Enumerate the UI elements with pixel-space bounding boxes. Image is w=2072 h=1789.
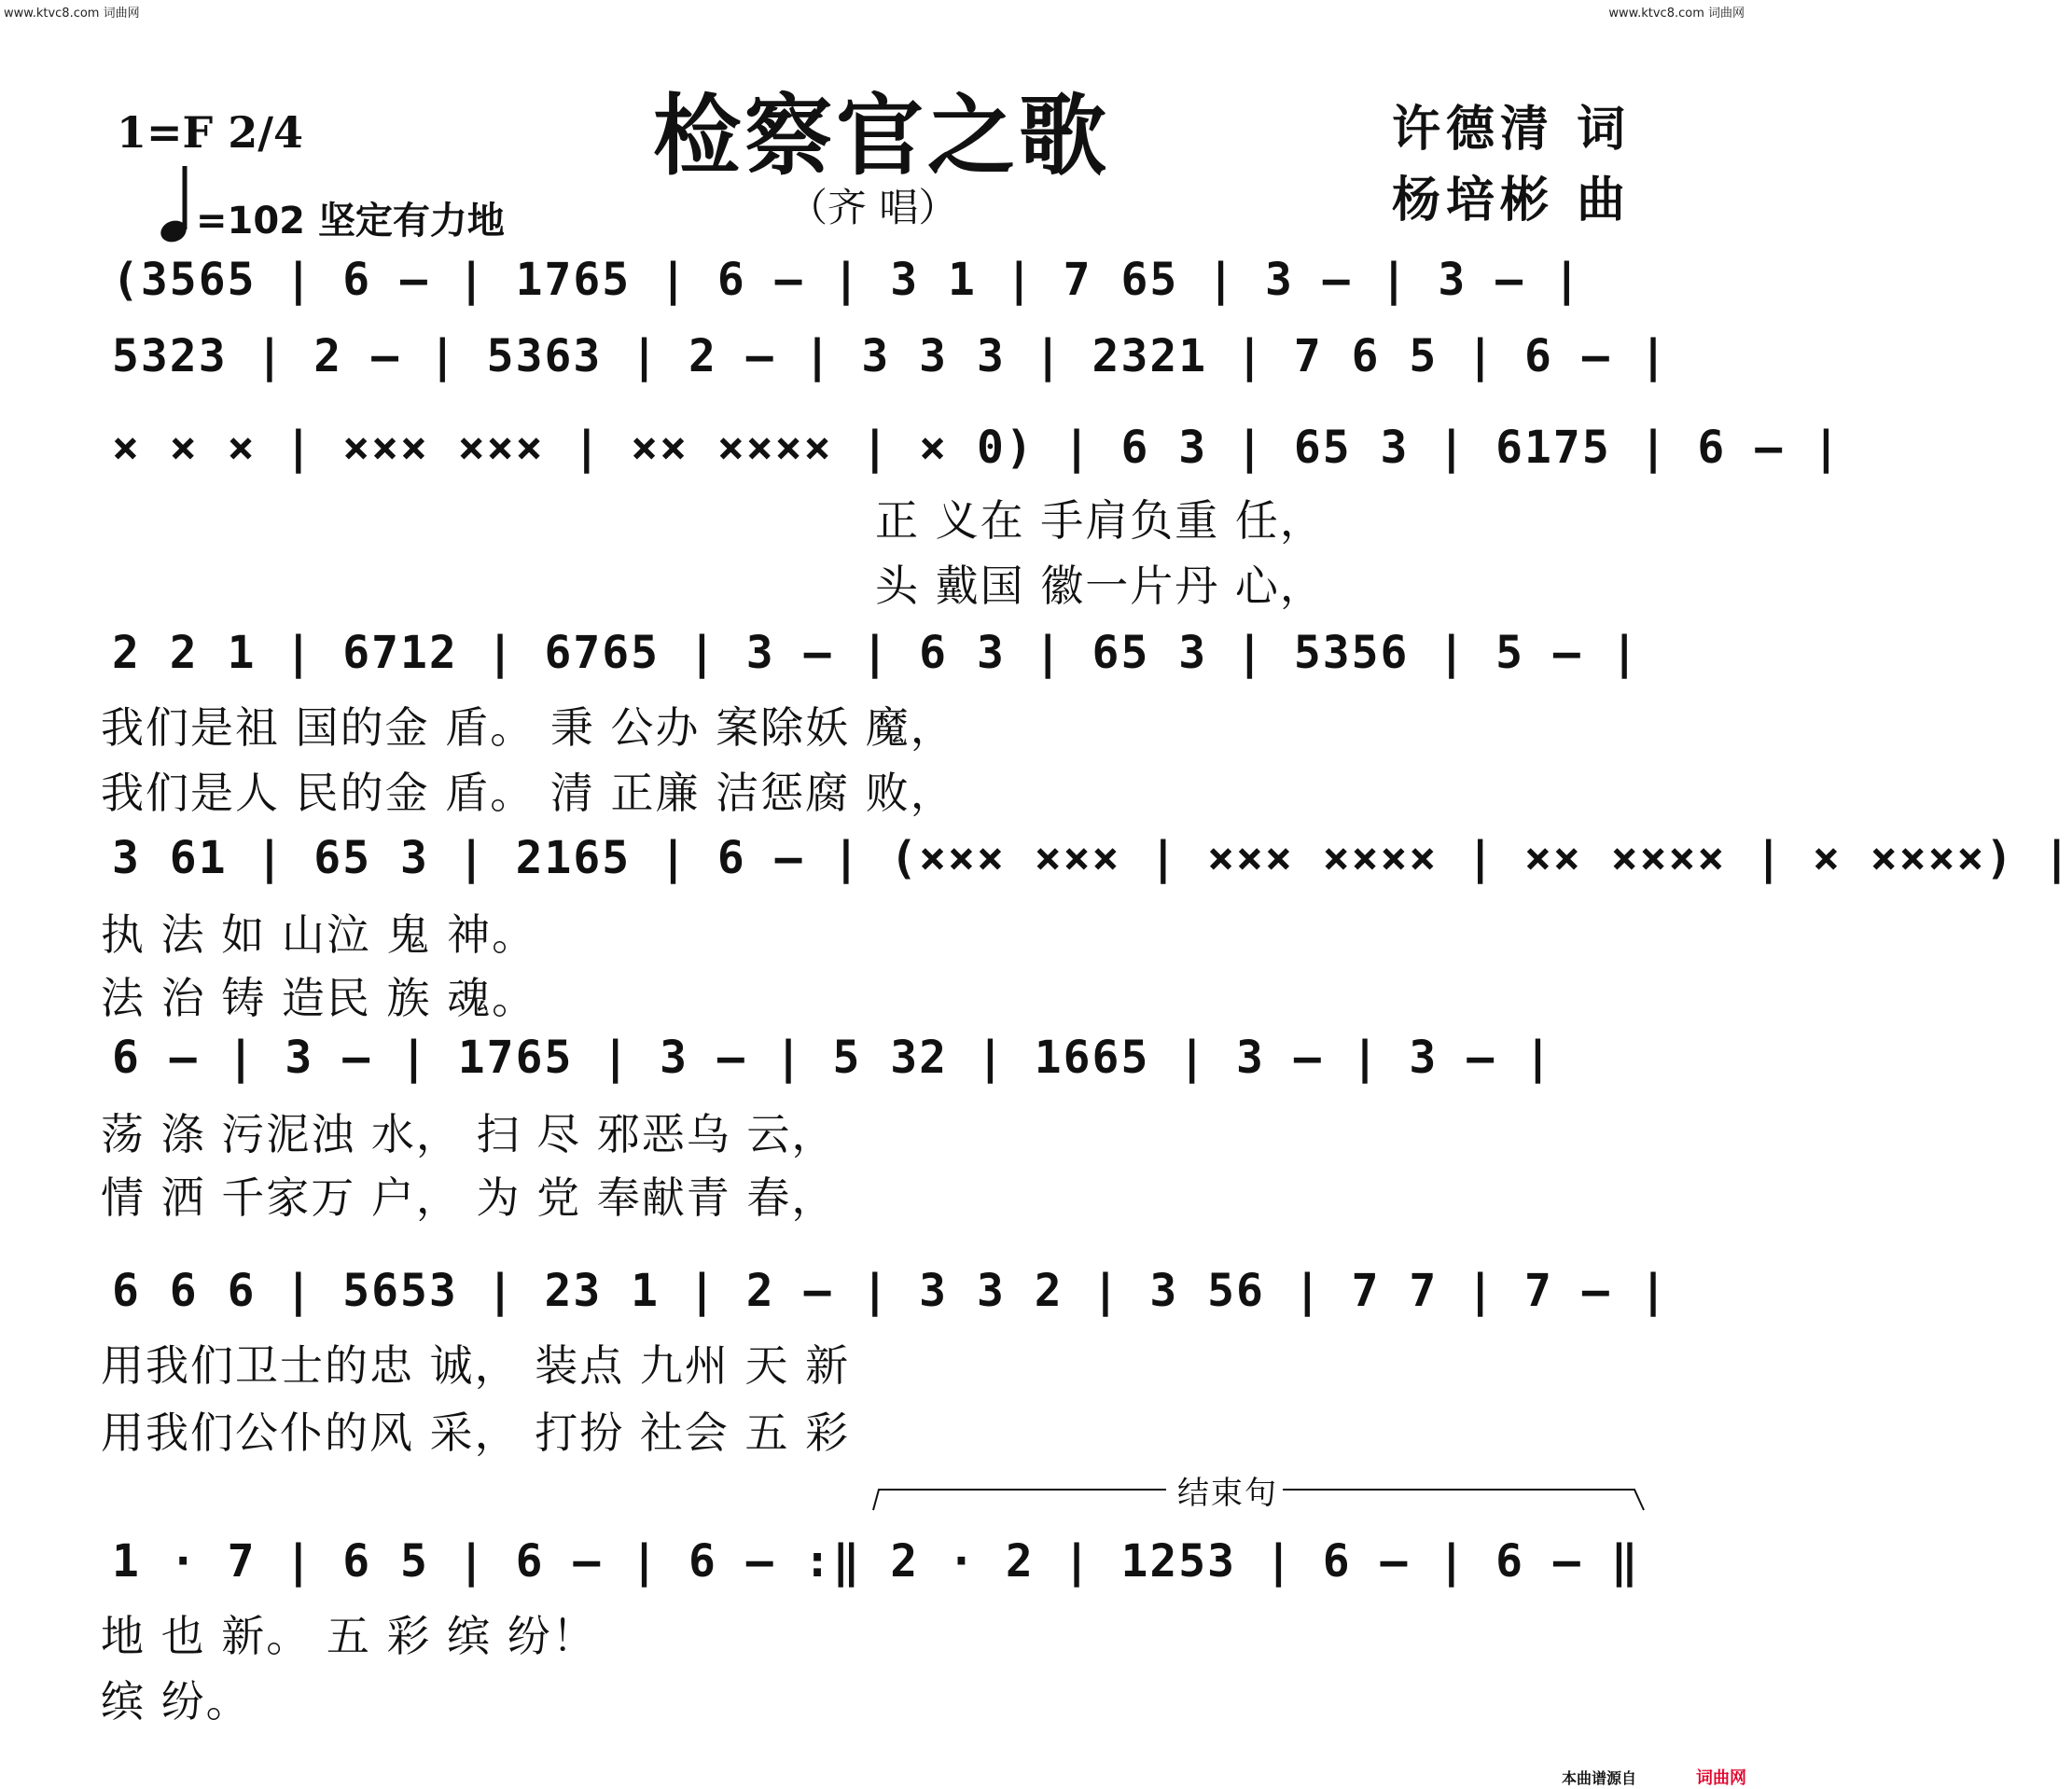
tempo-marking: =102 坚定有力地 <box>196 200 505 243</box>
score-line-6-lyrics-1: 荡 涤 污泥浊 水， 扫 尽 邪恶乌 云， <box>101 1109 837 1159</box>
quarter-note-icon <box>157 160 194 246</box>
composer-credit: 杨培彬 曲 <box>1392 173 1632 229</box>
site-watermark-right: www.ktvc8.com 词曲网 <box>1608 7 1745 21</box>
score-line-3-notes: × × × | ××× ××× | ×× ×××× | × 0) | 6 3 | 65 3 | 6175 | 6 — | <box>112 422 1842 474</box>
score-line-7-lyrics-2: 用我们公仆的风 采， 打扮 社会 五 彩 <box>101 1408 851 1458</box>
score-line-4-notes: 2 2 1 | 6712 | 6765 | 3 — | 6 3 | 65 3 | 5356 | 5 — | <box>112 627 1640 679</box>
score-line-3-lyrics-2: 头 戴国 徽一片丹 心， <box>875 561 1325 611</box>
score-line-7-lyrics-1: 用我们卫士的忠 诚， 装点 九州 天 新 <box>101 1340 851 1391</box>
score-line-3-lyrics-1: 正 义在 手肩负重 任， <box>875 495 1325 546</box>
key-signature: 1=F 2/4 <box>117 107 304 158</box>
score-line-6-notes: 6 — | 3 — | 1765 | 3 — | 5 32 | 1665 | 3 — | 3 — | <box>112 1032 1553 1084</box>
footer-source-label: 本曲谱源自 <box>1562 1769 1637 1787</box>
ending-label: 结束句 <box>1177 1475 1278 1512</box>
score-line-1-notes: (3565 | 6 — | 1765 | 6 — | 3 1 | 7 65 | 3 — | 3 — | <box>112 254 1582 306</box>
score-line-7-notes: 6 6 6 | 5653 | 23 1 | 2 — | 3 3 2 | 3 56 | 7 7 | 7 — | <box>112 1265 1669 1317</box>
lyricist-credit: 许德清 词 <box>1392 102 1632 158</box>
score-line-4-lyrics-2: 我们是人 民的金 盾。 清 正廉 洁惩腐 败， <box>101 768 955 818</box>
score-line-4-lyrics-1: 我们是祖 国的金 盾。 秉 公办 案除妖 魔， <box>101 702 955 753</box>
song-subtitle: （齐 唱） <box>788 185 958 230</box>
score-line-5-lyrics-1: 执 法 如 山泣 鬼 神。 <box>101 909 537 960</box>
score-line-2-notes: 5323 | 2 — | 5363 | 2 — | 3 3 3 | 2321 | 7 6 5 | 6 — | <box>112 330 1669 382</box>
score-line-6-lyrics-2: 情 洒 千家万 户， 为 党 奉献青 春， <box>101 1172 837 1223</box>
footer-brand: 词曲网 <box>1696 1768 1746 1788</box>
score-line-5-lyrics-2: 法 治 铸 造民 族 魂。 <box>101 973 537 1023</box>
song-title: 检察官之歌 <box>653 86 1111 187</box>
score-line-8-lyrics-1: 地 也 新。 五 彩 缤 纷！ <box>101 1611 597 1661</box>
score-line-5-notes: 3 61 | 65 3 | 2165 | 6 — | (××× ××× | ××× ×××× | ×× ×××× | × ××××) | <box>112 832 2072 884</box>
score-line-8-lyrics-2: 缤 纷。 <box>101 1676 251 1727</box>
score-line-8-notes: 1 · 7 | 6 5 | 6 — | 6 — :‖ 2 · 2 | 1253 | 6 — | 6 — ‖ <box>112 1535 1640 1588</box>
site-watermark-left: www.ktvc8.com 词曲网 <box>4 7 140 21</box>
